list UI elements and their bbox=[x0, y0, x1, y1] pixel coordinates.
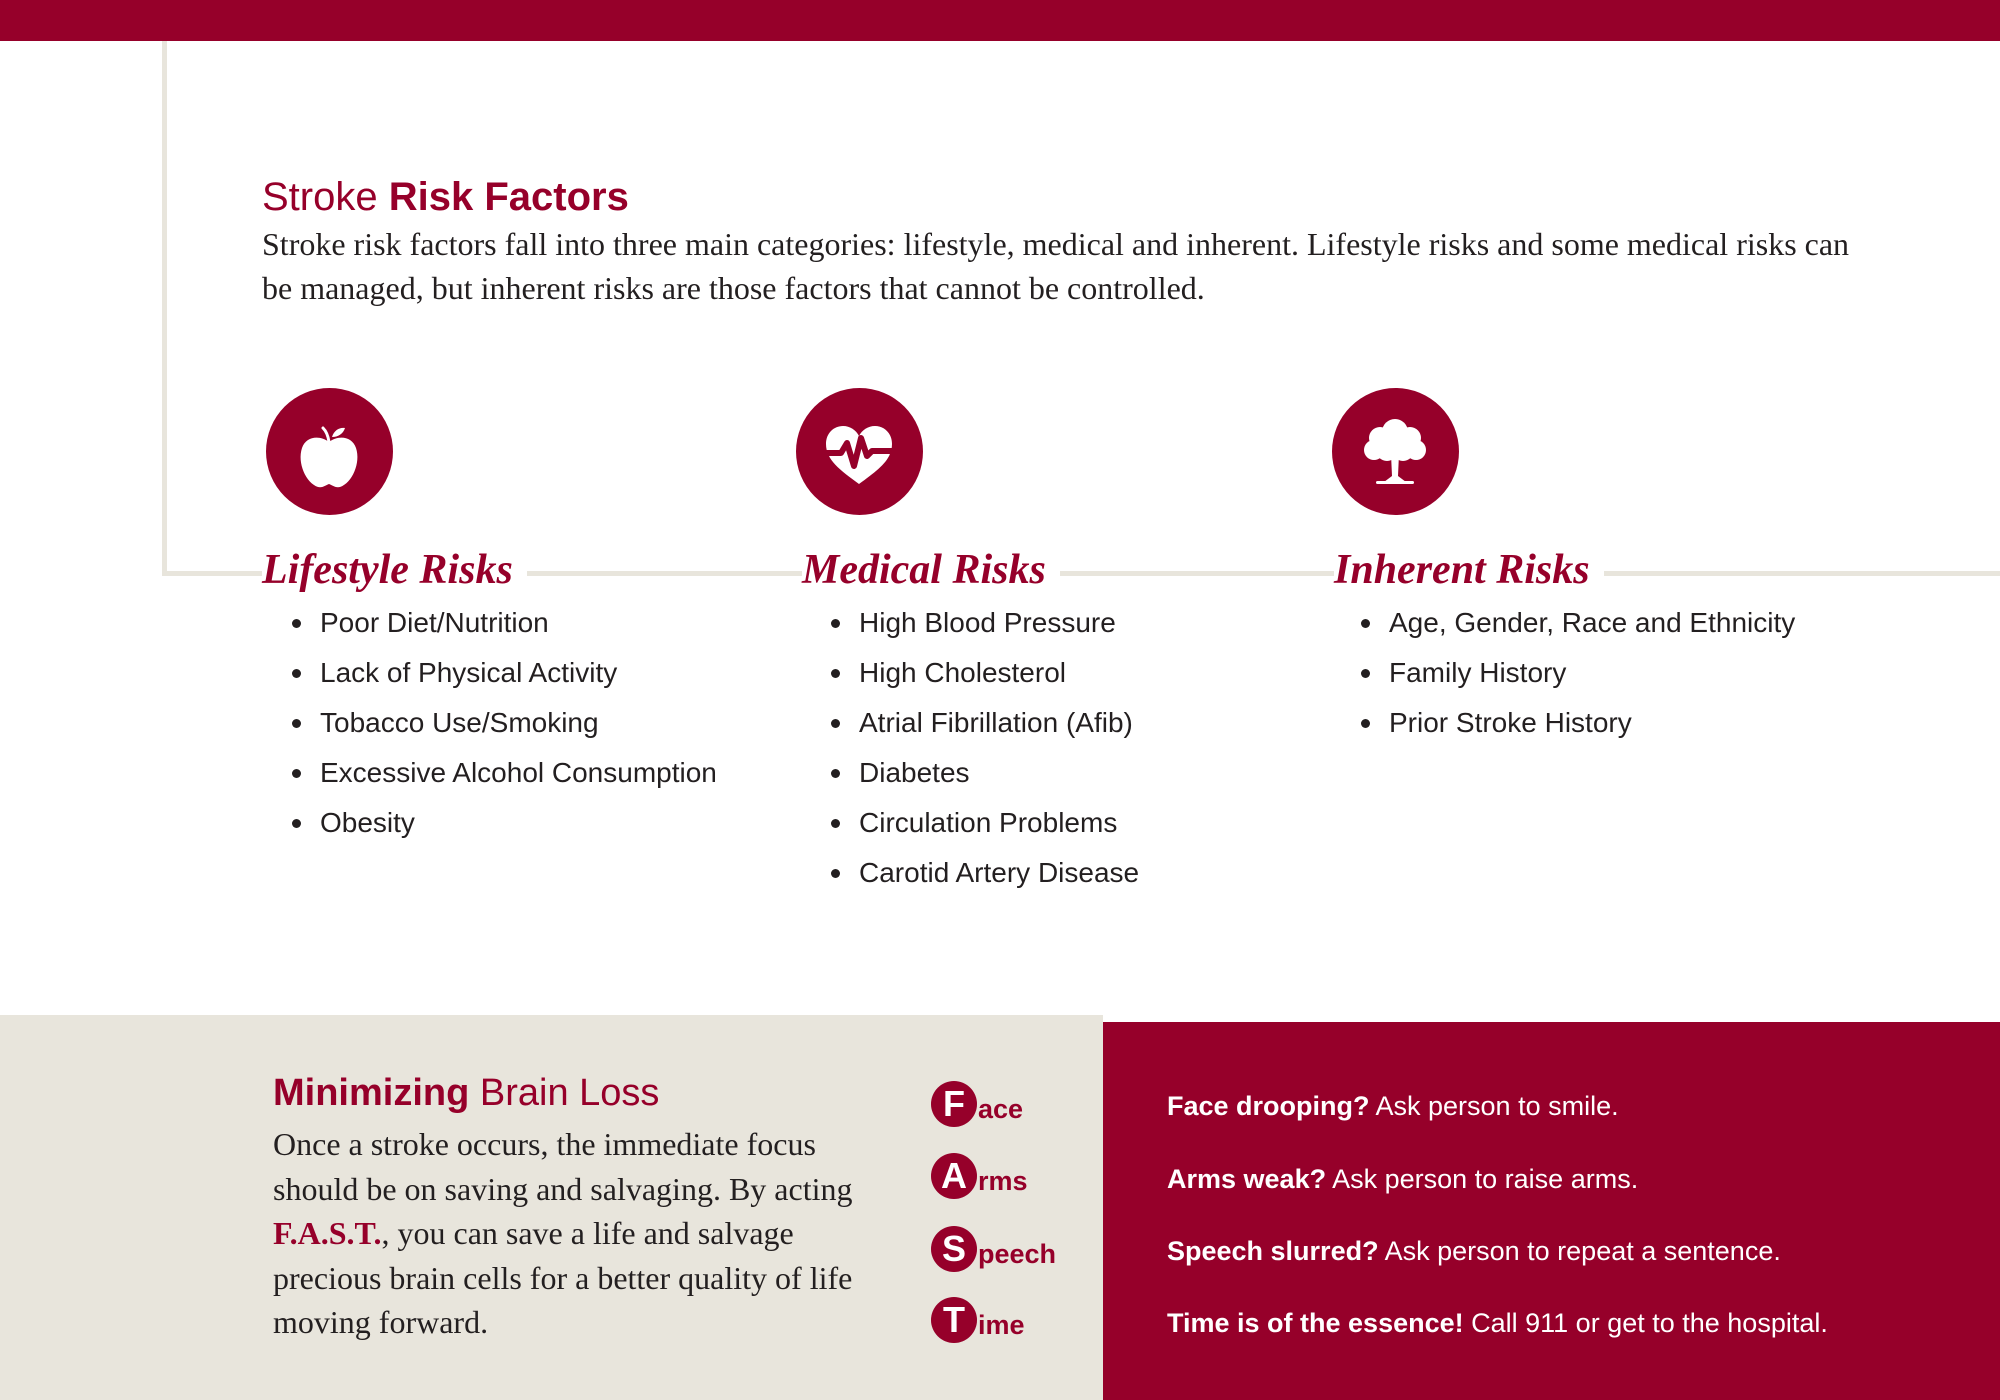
inherent-risks-heading: Inherent Risks bbox=[1334, 545, 1604, 595]
fast-arms-row bbox=[931, 1152, 1028, 1200]
fast-letter-badge: S bbox=[931, 1226, 977, 1272]
list-item: Diabetes bbox=[827, 748, 1139, 798]
list-item: Poor Diet/Nutrition bbox=[288, 598, 717, 648]
brain-loss-title-bold: Minimizing bbox=[273, 1072, 470, 1114]
brain-loss-text-after: , you can save a life and salvage precious brain cells for a better quality of life moving forward. bbox=[273, 1215, 853, 1340]
fast-word: ace bbox=[978, 1093, 1024, 1124]
fast-action: Ask person to repeat a sentence. bbox=[1378, 1236, 1781, 1266]
list-item: Lack of Physical Activity bbox=[288, 648, 717, 698]
list-item: Obesity bbox=[288, 798, 717, 848]
fast-letter-badge: A bbox=[931, 1153, 977, 1199]
list-item: Age, Gender, Race and Ethnicity bbox=[1357, 598, 1795, 648]
brain-loss-text-before: Once a stroke occurs, the immediate focus should be on saving and salvaging. By acting bbox=[273, 1126, 853, 1207]
list-item: Tobacco Use/Smoking bbox=[288, 698, 717, 748]
fast-question: Time is of the essence! bbox=[1167, 1308, 1464, 1338]
list-item: Family History bbox=[1357, 648, 1795, 698]
fast-face-row bbox=[931, 1080, 1023, 1128]
lifestyle-risks-list bbox=[288, 598, 717, 848]
inherent-risks-list bbox=[1357, 598, 1795, 748]
family-tree-icon bbox=[1332, 388, 1459, 515]
fast-speech-description bbox=[1167, 1234, 1781, 1268]
fast-arms-description bbox=[1167, 1162, 1638, 1196]
brain-loss-title-light: Brain Loss bbox=[469, 1072, 660, 1114]
fast-question: Face drooping? bbox=[1167, 1091, 1370, 1121]
fast-time-description bbox=[1167, 1306, 1828, 1340]
fast-question: Speech slurred? bbox=[1167, 1236, 1379, 1266]
top-brand-bar bbox=[0, 0, 2000, 41]
list-item: Excessive Alcohol Consumption bbox=[288, 748, 717, 798]
apple-icon bbox=[266, 388, 393, 515]
list-item: Prior Stroke History bbox=[1357, 698, 1795, 748]
fast-word: peech bbox=[978, 1238, 1057, 1269]
title-bold: Risk Factors bbox=[388, 175, 629, 219]
fast-actions-panel bbox=[1103, 1022, 2000, 1400]
medical-risks-heading: Medical Risks bbox=[802, 545, 1060, 595]
frame-line-vertical bbox=[162, 41, 167, 576]
list-item: Circulation Problems bbox=[827, 798, 1139, 848]
fast-letter-badge: T bbox=[931, 1297, 977, 1343]
fast-acronym: F.A.S.T. bbox=[273, 1215, 382, 1251]
list-item: High Cholesterol bbox=[827, 648, 1139, 698]
brain-loss-text bbox=[273, 1122, 873, 1345]
fast-letter-badge: F bbox=[931, 1081, 977, 1127]
fast-question: Arms weak? bbox=[1167, 1164, 1327, 1194]
list-item: High Blood Pressure bbox=[827, 598, 1139, 648]
list-item: Carotid Artery Disease bbox=[827, 848, 1139, 898]
title-light: Stroke bbox=[262, 175, 389, 219]
fast-word: ime bbox=[978, 1309, 1025, 1340]
brain-loss-title bbox=[273, 1068, 659, 1118]
fast-word: rms bbox=[978, 1165, 1028, 1196]
list-item: Atrial Fibrillation (Afib) bbox=[827, 698, 1139, 748]
fast-action: Call 911 or get to the hospital. bbox=[1463, 1308, 1828, 1338]
fast-action: Ask person to smile. bbox=[1369, 1091, 1619, 1121]
risk-factors-intro: Stroke risk factors fall into three main categories: lifestyle, medical and inherent. Lifestyle risks and some medical risks can be managed, but inherent risks are those factors that cannot be controlled. bbox=[262, 226, 1850, 306]
lifestyle-risks-heading: Lifestyle Risks bbox=[262, 545, 527, 595]
fast-action: Ask person to raise arms. bbox=[1326, 1164, 1639, 1194]
fast-time-row bbox=[931, 1296, 1025, 1344]
risk-factors-title bbox=[262, 172, 629, 222]
fast-face-description bbox=[1167, 1089, 1619, 1123]
medical-risks-list bbox=[827, 598, 1139, 898]
heart-pulse-icon bbox=[796, 388, 923, 515]
fast-speech-row bbox=[931, 1225, 1056, 1273]
